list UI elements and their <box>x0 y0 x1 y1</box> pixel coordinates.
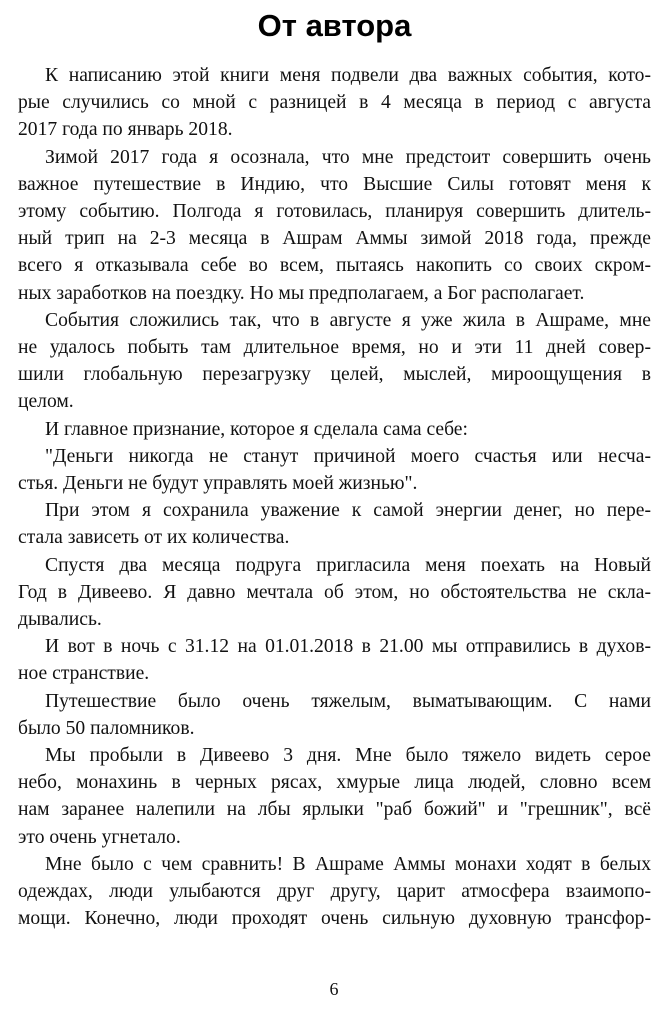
text-line: И главное признание, которое я сделала сама себе: <box>45 418 468 440</box>
text-line: Спустя два месяца подруга пригласила меня поехать на Новый <box>45 554 651 576</box>
text-line: рые случились со мной с разницей в 4 месяца в период с августа <box>18 92 651 114</box>
text-line: стала зависеть от их количества. <box>18 527 290 549</box>
page-number: 6 <box>329 979 339 999</box>
chapter-title: От автора <box>257 8 412 43</box>
paragraph <box>18 552 651 634</box>
text-line: К написанию этой книги меня подвели два важных события, кото- <box>45 65 651 86</box>
paragraph <box>18 307 651 416</box>
text-line: Путешествие было очень тяжелым, выматывающим. С нами <box>45 690 651 712</box>
text-line: При этом я сохранила уважение к самой энергии денег, но пере- <box>45 500 651 522</box>
text-line: Год в Дивеево. Я давно мечтала об этом, но обстоятельства не скла- <box>18 581 651 603</box>
text-line: шили глобальную перезагрузку целей, мыслей, мироощущения в <box>18 364 651 386</box>
text-line: небо, монахинь в черных рясах, хмурые лица людей, словно всем <box>18 772 651 794</box>
paragraph <box>18 688 651 742</box>
text-line: Мне было с чем сравнить! В Ашраме Аммы монахи ходят в белых <box>45 853 651 875</box>
text-line: это очень угнетало. <box>18 826 181 848</box>
text-line: нам заранее налепили на лбы ярлыки "раб божий" и "грешник", всё <box>18 799 651 821</box>
paragraph <box>18 633 651 687</box>
text-line: было 50 паломников. <box>18 717 195 739</box>
text-line: Зимой 2017 года я осознала, что мне предстоит совершить очень <box>45 146 651 168</box>
text-line: ный трип на 2-3 месяца в Ашрам Аммы зимой 2018 года, прежде <box>18 228 651 250</box>
paragraph <box>18 416 651 443</box>
text-line: И вот в ночь с 31.12 на 01.01.2018 в 21.00 мы отправились в духов- <box>45 636 651 658</box>
text-line: 2017 года по январь 2018. <box>18 119 233 141</box>
text-line: События сложились так, что в августе я уже жила в Ашраме, мне <box>45 309 651 331</box>
text-line: ное странствие. <box>18 663 150 685</box>
text-line: целом. <box>18 391 74 413</box>
paragraph <box>18 443 651 497</box>
text-line: всего я отказывала себе во всем, пытаясь накопить со своих скром- <box>18 255 651 277</box>
text-line: дывались. <box>18 609 102 631</box>
paragraph <box>18 497 651 551</box>
text-line: не удалось побыть там длительное время, но и эти 11 дней совер- <box>18 337 651 359</box>
text-line: мощи. Конечно, люди проходят очень сильную духовную трансфор- <box>18 908 651 930</box>
text-line: этому событию. Полгода я готовилась, планируя совершить длитель- <box>18 201 651 223</box>
paragraph <box>18 851 651 933</box>
text-line: ных заработков на поездку. Но мы предполагаем, а Бог располагает. <box>18 282 585 304</box>
text-line: одеждах, люди улыбаются друг другу, царит атмосфера взаимопо- <box>18 881 651 903</box>
text-line: важное путешествие в Индию, что Высшие Силы готовят меня к <box>18 173 651 195</box>
chapter-body <box>18 62 651 933</box>
paragraph <box>18 62 651 144</box>
paragraph <box>18 742 651 851</box>
text-line: стья. Деньги не будут управлять моей жизнью". <box>18 473 418 495</box>
text-line: Мы пробыли в Дивеево 3 дня. Мне было тяжело видеть серое <box>45 745 651 767</box>
paragraph <box>18 144 651 307</box>
text-line: "Деньги никогда не станут причиной моего счастья или несча- <box>45 445 651 467</box>
